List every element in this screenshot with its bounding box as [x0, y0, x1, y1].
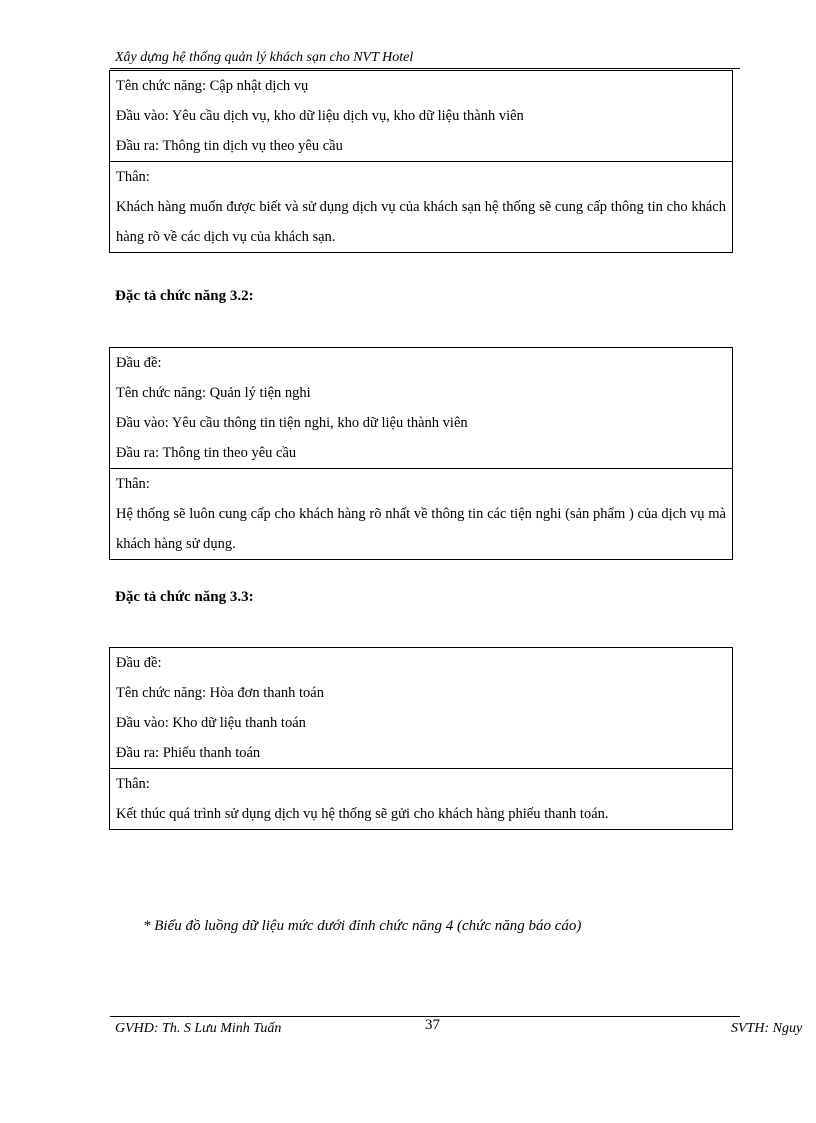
- body-label: Thân:: [116, 169, 150, 185]
- spec-head-section: [110, 71, 732, 161]
- spec-body-section: [110, 161, 732, 252]
- spec-head-section: [110, 348, 732, 468]
- spec-body-section: [110, 468, 732, 559]
- heading-spec-3-3: Đặc tả chức năng 3.3:: [115, 589, 254, 605]
- head-label: Đầu đề:: [116, 355, 162, 371]
- function-output: Đầu ra: Thông tin theo yêu cầu: [116, 445, 297, 461]
- body-text: Hệ thống sẽ luôn cung cấp cho khách hàng rõ nhất về thông tin các tiện nghi (sản phẩm ) của dịch vụ mà khách hàng sử dụng.: [116, 506, 726, 552]
- diagram-caption: * Biểu đồ luồng dữ liệu mức dưới đỉnh chức năng 4 (chức năng báo cáo): [143, 918, 582, 934]
- document-header-title: Xây dựng hệ thống quản lý khách sạn cho NVT Hotel: [115, 50, 414, 65]
- body-text: Khách hàng muốn được biết và sử dụng dịch vụ của khách sạn hệ thống sẽ cung cấp thông tin cho khách hàng rõ về các dịch vụ của khách sạn.: [116, 199, 726, 245]
- function-input: Đầu vào: Kho dữ liệu thanh toán: [116, 715, 306, 731]
- function-name: Tên chức năng: Quản lý tiện nghi: [116, 385, 311, 401]
- spec-head-section: [110, 648, 732, 768]
- spec-box-3-2: [109, 347, 733, 560]
- head-label: Đầu đề:: [116, 655, 162, 671]
- function-output: Đầu ra: Thông tin dịch vụ theo yêu cầu: [116, 138, 343, 154]
- footer-supervisor: GVHD: Th. S Lưu Minh Tuấn: [115, 1021, 282, 1036]
- function-name: Tên chức năng: Hòa đơn thanh toán: [116, 685, 324, 701]
- header-divider: [110, 68, 740, 69]
- function-output: Đầu ra: Phiếu thanh toán: [116, 745, 261, 761]
- body-label: Thân:: [116, 776, 150, 792]
- spec-body-section: [110, 768, 732, 829]
- function-name: Tên chức năng: Cập nhật dịch vụ: [116, 78, 309, 94]
- body-text: Kết thúc quá trình sử dụng dịch vụ hệ thống sẽ gửi cho khách hàng phiếu thanh toán.: [116, 806, 609, 822]
- spec-box-3-1: [109, 70, 733, 253]
- footer-student: SVTH: Nguy: [731, 1021, 803, 1036]
- function-input: Đầu vào: Yêu cầu thông tin tiện nghi, kho dữ liệu thành viên: [116, 415, 468, 431]
- body-label: Thân:: [116, 476, 150, 492]
- heading-spec-3-2: Đặc tả chức năng 3.2:: [115, 288, 254, 304]
- page-number: 37: [425, 1017, 440, 1033]
- spec-box-3-3: [109, 647, 733, 830]
- function-input: Đầu vào: Yêu cầu dịch vụ, kho dữ liệu dịch vụ, kho dữ liệu thành viên: [116, 108, 524, 124]
